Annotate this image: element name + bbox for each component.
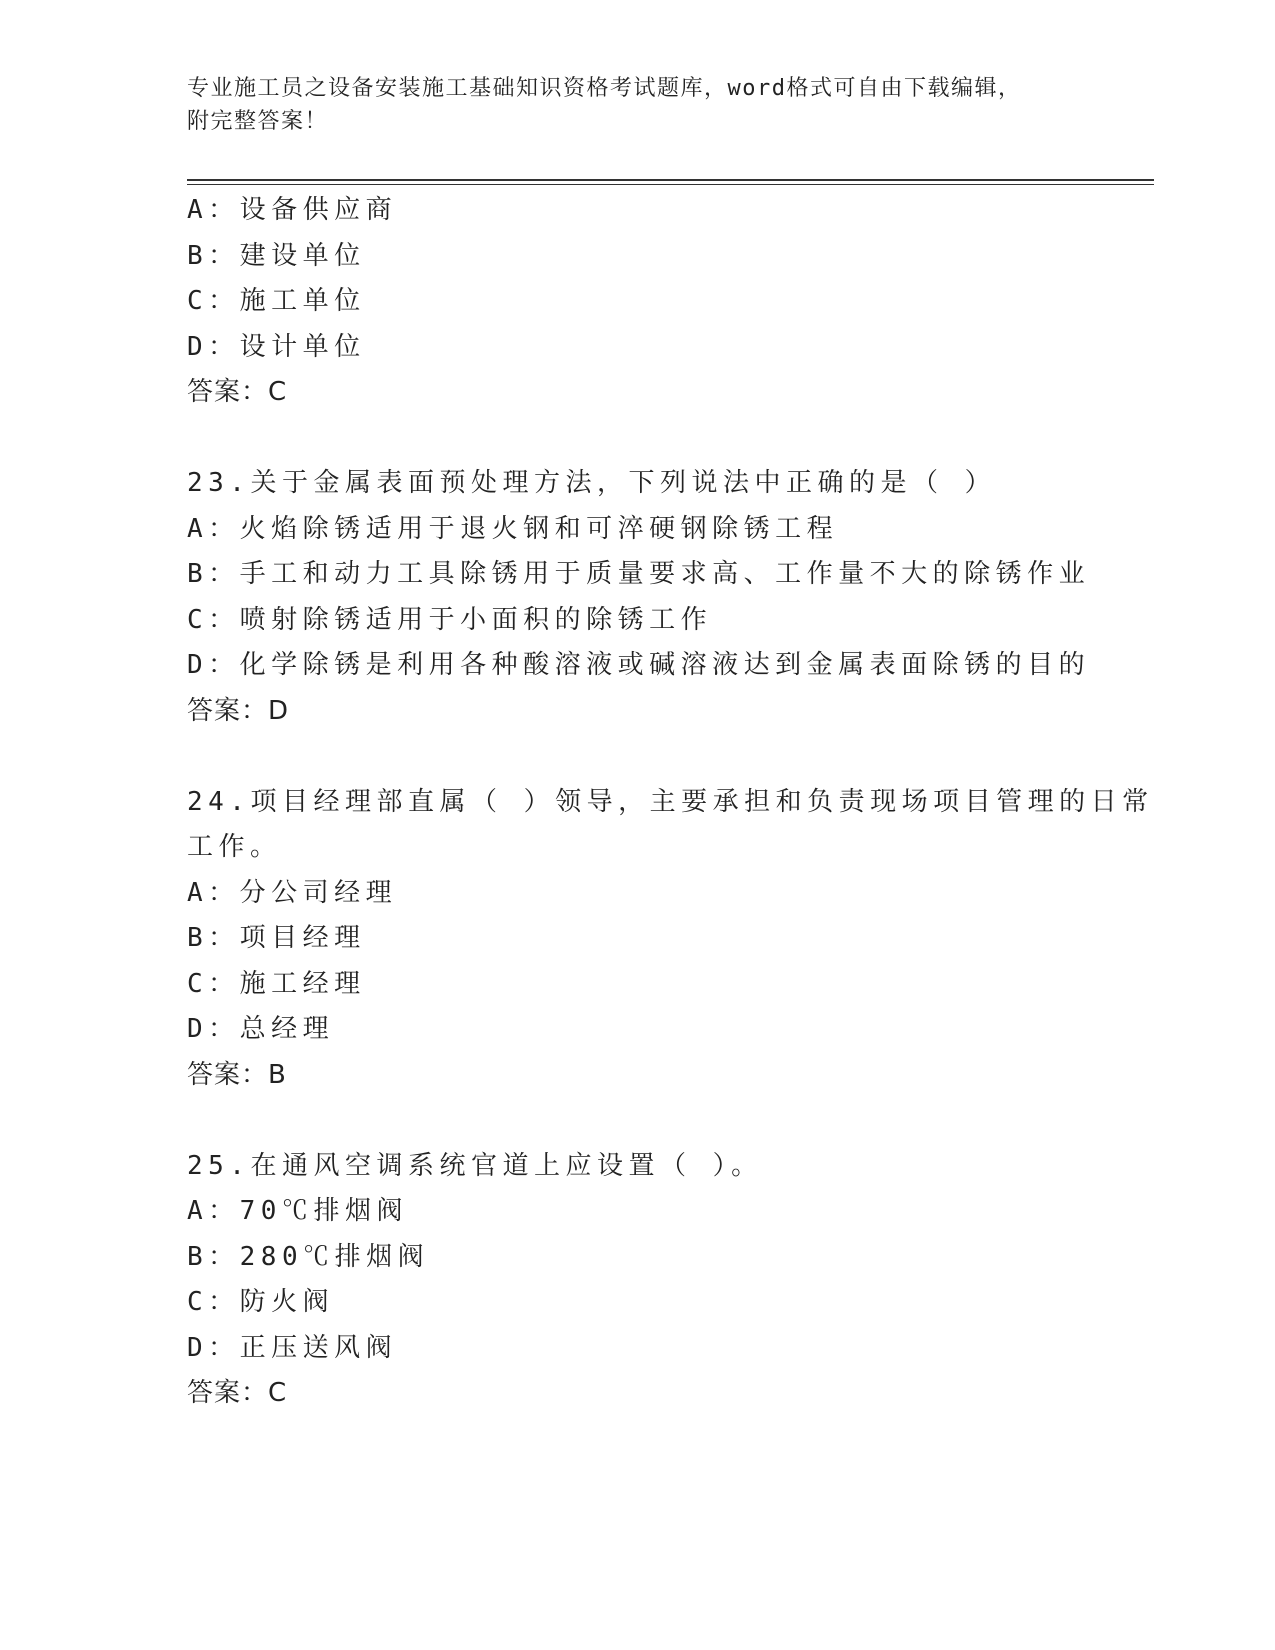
- option-b: B：手工和动力工具除锈用于质量要求高、工作量不大的除锈作业: [187, 559, 1091, 589]
- option-a: A：火焰除锈适用于退火钢和可淬硬钢除锈工程: [187, 513, 839, 544]
- header-divider-thin: [187, 184, 1154, 185]
- header-title-line-1: 专业施工员之设备安装施工基础知识资格考试题库，word格式可自由下载编辑，: [187, 76, 1022, 101]
- option-c: C：喷射除锈适用于小面积的除锈工作: [187, 604, 713, 635]
- answer-label: 答案：: [187, 1059, 269, 1090]
- answer-value: C: [268, 1378, 288, 1408]
- answer-value: C: [268, 377, 288, 407]
- option-c: C：施工经理: [187, 968, 366, 999]
- question-23: [187, 461, 1137, 734]
- option-d: D：总经理: [187, 1014, 335, 1044]
- spacer: [187, 416, 1137, 462]
- answer-line: [187, 689, 1137, 735]
- question-list: [187, 188, 1154, 1417]
- answer-label: 答案：: [187, 377, 269, 407]
- option-c: C：施工单位: [187, 286, 366, 316]
- question-24: [187, 780, 1154, 1099]
- spacer: [187, 734, 1137, 780]
- answer-value: D: [268, 695, 290, 726]
- question-text: 23.关于金属表面预处理方法，下列说法中正确的是（ ）: [187, 468, 997, 498]
- question-text-line-2: 工作。: [187, 832, 282, 862]
- question-text: 25.在通风空调系统官道上应设置（ ）。: [187, 1150, 763, 1181]
- option-a: A：设备供应商: [187, 195, 398, 225]
- answer-label: 答案：: [187, 695, 269, 726]
- answer-line: [187, 1371, 1137, 1417]
- spacer: [187, 1098, 1137, 1144]
- question-text-line-1: 24.项目经理部直属（ ）领导，主要承担和负责现场项目管理的日常: [187, 786, 1154, 817]
- header-title-line-2: 附完整答案！: [187, 109, 329, 134]
- option-d: D：化学除锈是利用各种酸溶液或碱溶液达到金属表面除锈的目的: [187, 650, 1091, 680]
- document-header: [187, 72, 1087, 138]
- option-b: B：建设单位: [187, 240, 366, 271]
- answer-line: [187, 1053, 1137, 1099]
- answer-value: B: [268, 1059, 287, 1090]
- option-b: B：280℃排烟阀: [187, 1241, 430, 1272]
- option-d: D：正压送风阀: [187, 1332, 398, 1363]
- option-c: C：防火阀: [187, 1287, 335, 1317]
- option-d: D：设计单位: [187, 331, 366, 362]
- option-b: B：项目经理: [187, 923, 366, 953]
- answer-label: 答案：: [187, 1378, 269, 1408]
- option-a: A：70℃排烟阀: [187, 1196, 408, 1226]
- question-25: [187, 1144, 1137, 1417]
- option-a: A：分公司经理: [187, 877, 398, 908]
- question-22: [187, 188, 1137, 416]
- answer-line: [187, 370, 1137, 416]
- header-divider-thick: [187, 179, 1154, 181]
